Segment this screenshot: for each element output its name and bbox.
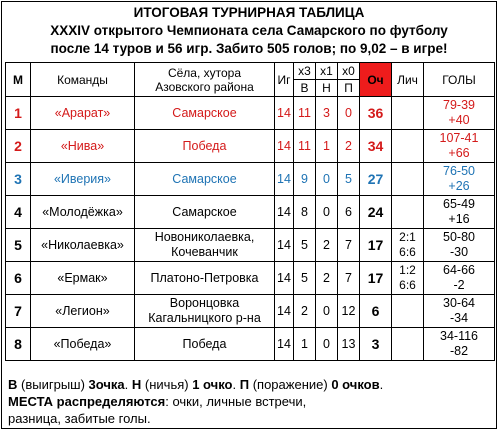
- row-village: [135, 130, 275, 163]
- row-games: 14: [275, 196, 294, 229]
- row-draws: 1: [316, 130, 338, 163]
- goal-difference: -2: [453, 278, 465, 292]
- village-line: Кагальницкого р-на: [148, 311, 261, 325]
- row-games: 14: [275, 262, 294, 295]
- table-row: [6, 130, 495, 163]
- row-losses: 7: [338, 229, 360, 262]
- row-h2h: [392, 295, 424, 328]
- header-wins: В: [294, 80, 316, 97]
- legend-line-3: разница, забитые голы.: [8, 411, 151, 426]
- goal-difference: -34: [449, 311, 469, 325]
- row-village: [135, 328, 275, 361]
- goal-difference: +16: [448, 212, 470, 226]
- row-losses: 13: [338, 328, 360, 361]
- village-line: Самарское: [172, 204, 237, 219]
- header-goals: ГОЛЫ: [424, 63, 495, 97]
- goals-scored-conceded: 50-80: [443, 230, 475, 244]
- row-wins: 11: [294, 130, 316, 163]
- row-draws: 0: [316, 163, 338, 196]
- row-place: 1: [6, 97, 31, 130]
- header-village-line-1: Сёла, хутора: [167, 65, 242, 80]
- row-draws: 0: [316, 196, 338, 229]
- row-games: 14: [275, 130, 294, 163]
- row-place: 2: [6, 130, 31, 163]
- goals-scored-conceded: 64-66: [443, 263, 475, 277]
- row-points: 17: [360, 229, 392, 262]
- standings-table: [5, 62, 495, 361]
- header-village: [135, 63, 275, 97]
- row-draws: 0: [316, 328, 338, 361]
- table-row: [6, 97, 495, 130]
- row-h2h: [392, 97, 424, 130]
- row-team: «Победа»: [31, 328, 135, 361]
- row-games: 14: [275, 97, 294, 130]
- row-games: 14: [275, 229, 294, 262]
- header-place: М: [6, 63, 31, 97]
- goal-difference: -30: [449, 245, 469, 259]
- row-goals: [424, 229, 495, 262]
- row-losses: 6: [338, 196, 360, 229]
- goal-difference: +66: [448, 146, 470, 160]
- row-draws: 0: [316, 295, 338, 328]
- header-points: Оч: [360, 63, 392, 97]
- row-goals: [424, 262, 495, 295]
- row-wins: 11: [294, 97, 316, 130]
- village-line: Самарское: [172, 105, 237, 120]
- row-place: 6: [6, 262, 31, 295]
- row-wins: 5: [294, 262, 316, 295]
- row-goals: [424, 196, 495, 229]
- row-games: 14: [275, 328, 294, 361]
- row-wins: 8: [294, 196, 316, 229]
- title-line-1: ИТОГОВАЯ ТУРНИРНАЯ ТАБЛИЦА: [133, 5, 365, 20]
- table-row: [6, 328, 495, 361]
- row-h2h: [392, 262, 424, 295]
- table-title: [2, 4, 496, 58]
- row-goals: [424, 163, 495, 196]
- row-wins: 5: [294, 229, 316, 262]
- table-row: [6, 229, 495, 262]
- row-village: [135, 163, 275, 196]
- row-village: [135, 196, 275, 229]
- row-team: «Легион»: [31, 295, 135, 328]
- row-losses: 12: [338, 295, 360, 328]
- header-x3: х3: [294, 63, 316, 80]
- row-wins: 1: [294, 328, 316, 361]
- row-village: [135, 262, 275, 295]
- header-losses: П: [338, 80, 360, 97]
- row-place: 7: [6, 295, 31, 328]
- h2h-line: 1:2: [399, 263, 416, 277]
- row-place: 8: [6, 328, 31, 361]
- row-place: 5: [6, 229, 31, 262]
- row-team: «Молодёжка»: [31, 196, 135, 229]
- goals-scored-conceded: 30-64: [443, 296, 475, 310]
- village-line: Воронцовка: [169, 296, 240, 310]
- row-points: 17: [360, 262, 392, 295]
- row-h2h: [392, 130, 424, 163]
- title-line-3: после 14 туров и 56 игр. Забито 505 голов; по 9,02 – в игре!: [50, 41, 448, 56]
- header-x1: х1: [316, 63, 338, 80]
- row-h2h: [392, 229, 424, 262]
- row-losses: 7: [338, 262, 360, 295]
- row-games: 14: [275, 163, 294, 196]
- row-points: 36: [360, 97, 392, 130]
- legend-line-1: В (выигрыш) 3очка. Н (ничья) 1 очко. П (поражение) 0 очков.: [8, 377, 384, 392]
- row-team: «Нива»: [31, 130, 135, 163]
- table-row: [6, 262, 495, 295]
- row-team: «Арарат»: [31, 97, 135, 130]
- row-wins: 2: [294, 295, 316, 328]
- row-goals: [424, 328, 495, 361]
- row-points: 24: [360, 196, 392, 229]
- h2h-line: 2:1: [399, 230, 416, 244]
- row-h2h: [392, 328, 424, 361]
- row-losses: 2: [338, 130, 360, 163]
- header-team: Команды: [31, 63, 135, 97]
- row-goals: [424, 130, 495, 163]
- village-line: Самарское: [172, 171, 237, 186]
- goals-scored-conceded: 107-41: [439, 131, 479, 145]
- goal-difference: +40: [448, 113, 470, 127]
- title-line-2: XXXIV открытого Чемпионата села Самарского по футболу: [50, 23, 448, 38]
- h2h-line: 6:6: [399, 278, 416, 292]
- village-line: Платоно-Петровка: [150, 270, 259, 285]
- row-village: [135, 97, 275, 130]
- goals-scored-conceded: 76-50: [443, 164, 475, 178]
- row-points: 27: [360, 163, 392, 196]
- row-draws: 2: [316, 262, 338, 295]
- row-points: 34: [360, 130, 392, 163]
- row-draws: 3: [316, 97, 338, 130]
- village-line: Кочеванчик: [171, 245, 238, 259]
- table-row: [6, 295, 495, 328]
- row-goals: [424, 295, 495, 328]
- row-place: 4: [6, 196, 31, 229]
- goals-scored-conceded: 34-116: [440, 329, 478, 343]
- row-place: 3: [6, 163, 31, 196]
- row-h2h: [392, 196, 424, 229]
- row-losses: 5: [338, 163, 360, 196]
- row-games: 14: [275, 295, 294, 328]
- row-h2h: [392, 163, 424, 196]
- village-line: Победа: [182, 138, 227, 153]
- goal-difference: -82: [449, 344, 469, 358]
- row-team: «Ермак»: [31, 262, 135, 295]
- row-points: 6: [360, 295, 392, 328]
- legend: [8, 376, 496, 427]
- header-games: Иг: [275, 63, 294, 97]
- table-row: [6, 163, 495, 196]
- row-draws: 2: [316, 229, 338, 262]
- header-h2h: Лич: [392, 63, 424, 97]
- goals-scored-conceded: 79-39: [443, 98, 475, 112]
- row-losses: 0: [338, 97, 360, 130]
- header-draws: Н: [316, 80, 338, 97]
- row-goals: [424, 97, 495, 130]
- goals-scored-conceded: 65-49: [443, 197, 475, 211]
- row-team: «Николаевка»: [31, 229, 135, 262]
- h2h-line: 6:6: [399, 245, 416, 259]
- village-line: Победа: [182, 336, 227, 351]
- header-village-line-2: Азовского района: [155, 79, 254, 94]
- header-x0: х0: [338, 63, 360, 80]
- row-village: [135, 295, 275, 328]
- row-points: 3: [360, 328, 392, 361]
- row-wins: 9: [294, 163, 316, 196]
- legend-line-2: МЕСТА распределяются: очки, личные встречи,: [8, 394, 307, 409]
- table-row: [6, 196, 495, 229]
- row-village: [135, 229, 275, 262]
- village-line: Новониколаевка,: [154, 230, 255, 244]
- row-team: «Иверия»: [31, 163, 135, 196]
- goal-difference: +26: [448, 179, 470, 193]
